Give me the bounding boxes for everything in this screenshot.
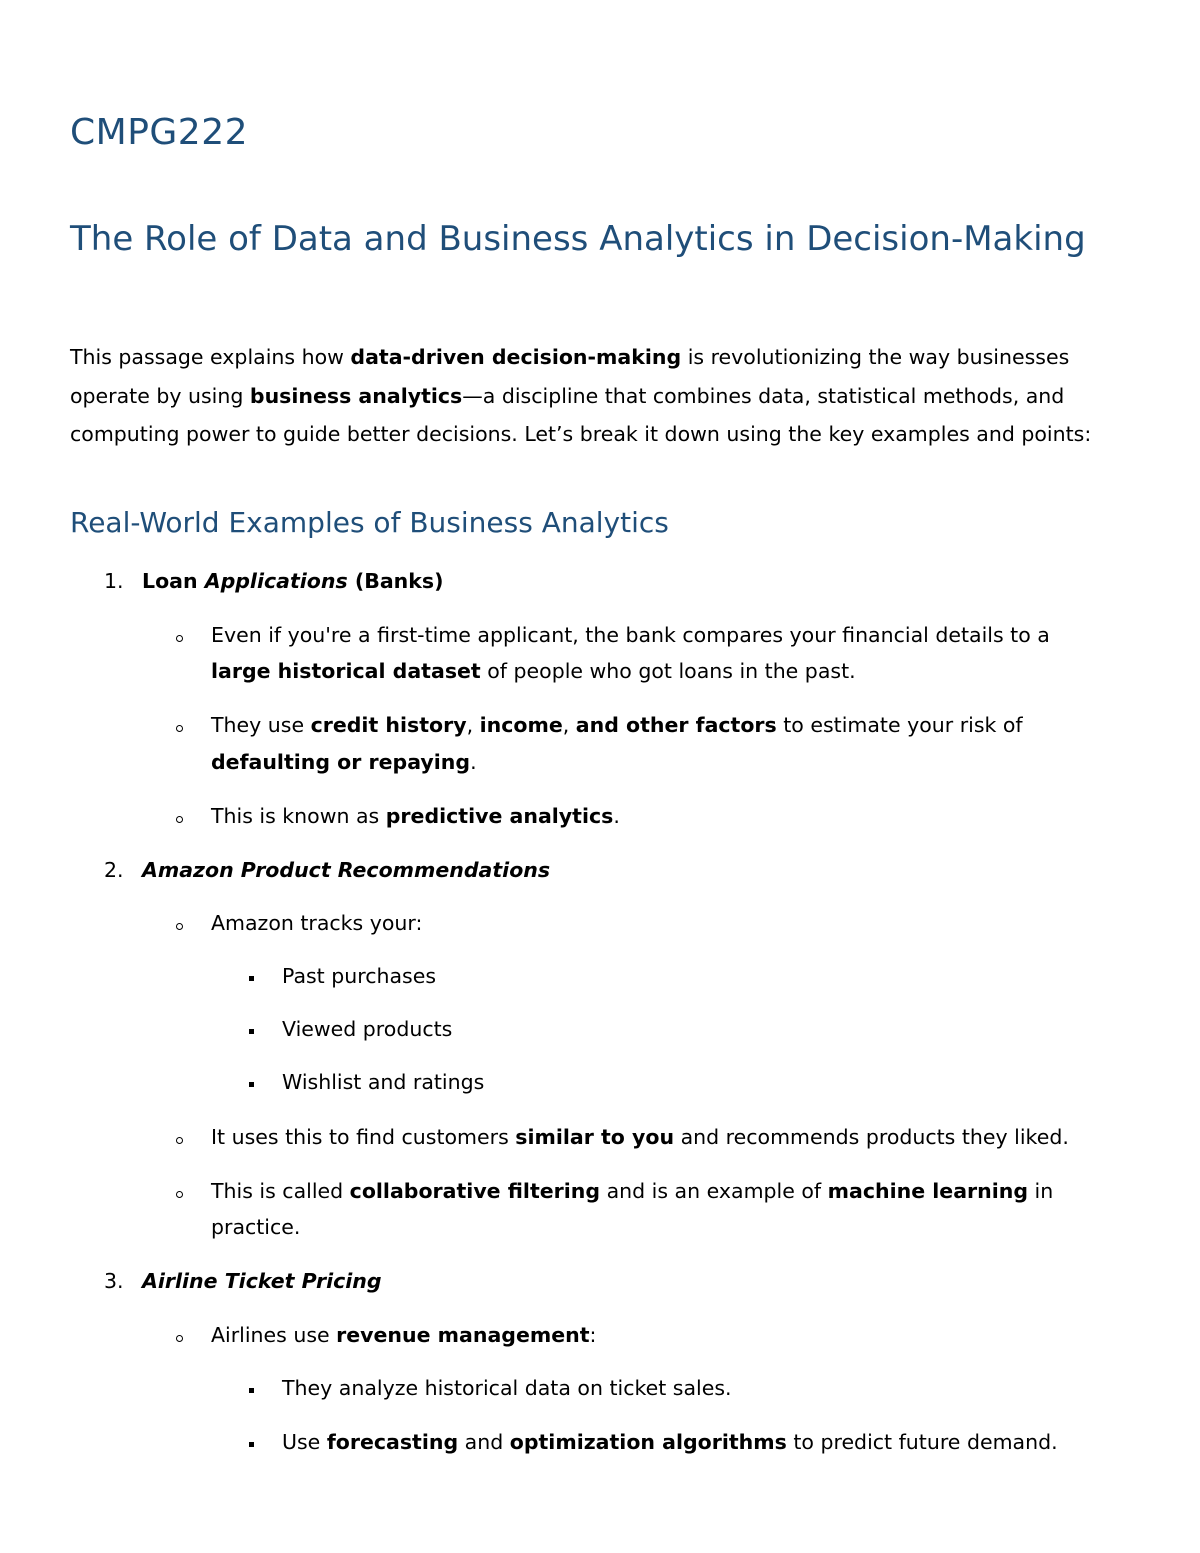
list-item: Amazon tracks your: (211, 911, 423, 935)
intro-text: —a discipline that combines data, statistical methods, and computing power to guide better decisions. Let’s break it down using the key examples and points: (70, 383, 1092, 446)
circle-bullet-icon (176, 816, 183, 823)
intro-paragraph (70, 338, 1135, 454)
example-title: Loan Applications (Banks) (142, 569, 444, 593)
intro-bold-term: data-driven decision-making (350, 345, 682, 369)
square-bullet-icon (249, 1442, 254, 1447)
square-bullet-icon (249, 1082, 254, 1087)
document-title: The Role of Data and Business Analytics in Decision-Making (70, 219, 1086, 259)
section-heading: Real-World Examples of Business Analytics (70, 506, 669, 539)
sub-list-item: Viewed products (282, 1017, 453, 1041)
list-item: It uses this to find customers similar to you and recommends products they liked. (211, 1125, 1069, 1149)
list-number: 2. (104, 858, 124, 882)
list-item: This is known as predictive analytics. (211, 804, 620, 828)
course-code: CMPG222 (70, 112, 249, 153)
list-item: Even if you're a first-time applicant, the bank compares your financial details to a (211, 623, 1050, 647)
sub-list-item: Use forecasting and optimization algorithms to predict future demand. (282, 1430, 1058, 1454)
intro-bold-term: business analytics (249, 383, 463, 408)
circle-bullet-icon (176, 1137, 183, 1144)
example-title: Amazon Product Recommendations (142, 858, 551, 882)
sub-list-item: Past purchases (282, 964, 437, 988)
sub-list-item: They analyze historical data on ticket sales. (282, 1376, 732, 1400)
list-item-continuation: practice. (211, 1215, 301, 1239)
list-item-continuation: large historical dataset of people who got loans in the past. (211, 659, 856, 683)
list-item: Airlines use revenue management: (211, 1323, 597, 1347)
circle-bullet-icon (176, 725, 183, 732)
list-item-continuation: defaulting or repaying. (211, 750, 477, 774)
example-title: Airline Ticket Pricing (142, 1269, 382, 1293)
circle-bullet-icon (176, 635, 183, 642)
sub-list-item: Wishlist and ratings (282, 1070, 485, 1094)
list-item: They use credit history, income, and other factors to estimate your risk of (211, 713, 1023, 737)
square-bullet-icon (249, 1029, 254, 1034)
intro-text: is revolutionizing the way businesses operate by using (70, 345, 1070, 408)
list-item: This is called collaborative filtering and is an example of machine learning in (211, 1179, 1054, 1203)
circle-bullet-icon (176, 1191, 183, 1198)
square-bullet-icon (249, 976, 254, 981)
intro-text: This passage explains how (70, 345, 351, 369)
list-number: 1. (104, 569, 124, 593)
circle-bullet-icon (176, 1335, 183, 1342)
circle-bullet-icon (176, 923, 183, 930)
square-bullet-icon (249, 1388, 254, 1393)
list-number: 3. (104, 1269, 124, 1293)
